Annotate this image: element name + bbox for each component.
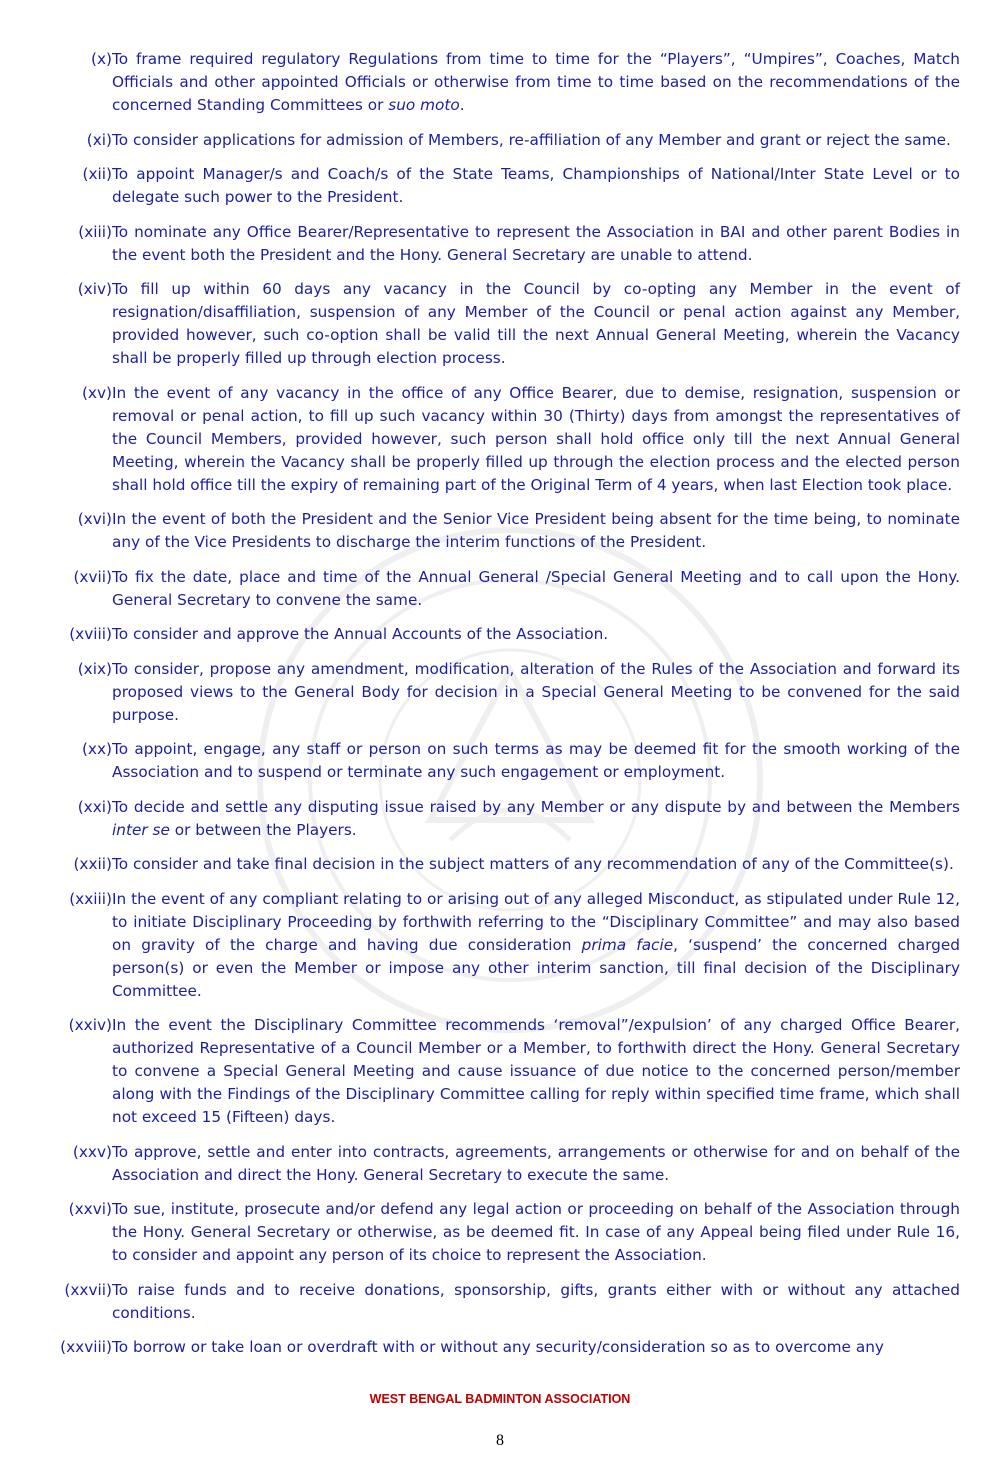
item-number: (xv) [81, 383, 112, 402]
list-item [60, 1141, 960, 1187]
item-text: To consider applications for admission of Members, re-affiliation of any Member and grant or reject the same. [112, 130, 951, 149]
item-text: To fix the date, place and time of the Annual General /Special General Meeting and to call upon the Hony. General Secretary to convene the same. [112, 567, 960, 609]
item-text: To fill up within 60 days any vacancy in the Council by co-opting any Member in the event of resignation/disaffiliation, suspension of any Member of the Council or penal action against any Member, provided however, such co-option shall be valid till the next Annual General Meeting, wherein the Vacancy shall be properly filled up through election process. [112, 280, 960, 367]
item-number: (xxvi) [68, 1200, 112, 1218]
item-text: To appoint Manager/s and Coach/s of the State Teams, Championships of National/Inter State Level or to delegate such power to the President. [112, 165, 960, 206]
item-text: To raise funds and to receive donations, sponsorship, gifts, grants either with or without any attached conditions. [112, 1280, 960, 1322]
item-text: In the event of both the President and the Senior Vice President being absent for the time being, to nominate any of the Vice Presidents to discharge the interim functions of the President. [112, 510, 960, 551]
item-text: To appoint, engage, any staff or person on such terms as may be deemed fit for the smooth working of the Association and to suspend or terminate any such engagement or employment. [112, 740, 960, 781]
list-item [60, 853, 960, 876]
item-number: (xxi) [77, 797, 112, 816]
list-item [60, 1014, 960, 1129]
item-number: (xxiv) [68, 1016, 112, 1034]
footer-association-name: WEST BENGAL BADMINTON ASSOCIATION [369, 1392, 631, 1406]
item-text: To consider and approve the Annual Accounts of the Association. [112, 625, 609, 643]
list-item [60, 1336, 960, 1359]
item-text: In the event the Disciplinary Committee recommends ‘removal”/expulsion’ of any charged Office Bearer, authorized Representative of a Council Member or a Member, to forthwith direct the Hony. General Secretary to convene a Special General Meeting and cause issuance of due notice to the concerned person/member along with the Findings of the Disciplinary Committee calling for reply within specified time frame, which shall not exceed 15 (Fifteen) days. [112, 1016, 960, 1126]
list-item [60, 129, 960, 152]
item-number: (xi) [86, 130, 112, 149]
item-number: (xxviii) [60, 1338, 112, 1356]
item-text: In the event of any compliant relating to or arising out of any alleged Misconduct, as stipulated under Rule 12, to initiate Disciplinary Proceeding by forthwith referring to the “Disciplinary Committee” and may also based on gravity of the charge and having due consideration prima facie, ‘suspend’ the concerned charged person(s) or even the Member or impose any other interim sanction, till final decision of the Disciplinary Committee. [112, 889, 960, 1000]
list-item [60, 888, 960, 1003]
item-number: (xviii) [69, 625, 112, 643]
item-number: (xix) [77, 659, 112, 678]
item-text: To consider and take final decision in the subject matters of any recommendation of any of the Committee(s). [112, 855, 954, 873]
item-number: (xvii) [73, 567, 112, 586]
list-item [60, 1198, 960, 1267]
item-number: (xxvii) [64, 1280, 112, 1299]
item-number: (xxii) [73, 855, 112, 873]
item-number: (xii) [82, 165, 112, 183]
list-item [60, 1279, 960, 1325]
item-number: (xvi) [77, 510, 112, 528]
rules-list [60, 48, 960, 1371]
item-number: (xxv) [72, 1142, 112, 1161]
item-text: To nominate any Office Bearer/Representative to represent the Association in BAI and other parent Bodies in the event both the President and the Hony. General Secretary are unable to attend. [112, 222, 960, 264]
list-item [60, 278, 960, 370]
list-item [60, 48, 960, 117]
item-text: To decide and settle any disputing issue raised by any Member or any dispute by and between the Members inter se or between the Players. [112, 797, 960, 839]
item-number: (xxiii) [69, 889, 112, 908]
item-number: (x) [91, 50, 112, 68]
list-item [60, 508, 960, 554]
item-text: To approve, settle and enter into contracts, agreements, arrangements or otherwise for and on behalf of the Association and direct the Hony. General Secretary to execute the same. [112, 1142, 960, 1184]
list-item [60, 163, 960, 209]
item-text: To frame required regulatory Regulations from time to time for the “Players”, “Umpires”, Coaches, Match Officials and other appointed Officials or otherwise from time to time based on the recommendations of the concerned Standing Committees or suo moto. [112, 50, 960, 114]
item-number: (xiv) [77, 280, 112, 298]
item-text: To borrow or take loan or overdraft with or without any security/consideration so as to overcome any [112, 1338, 884, 1356]
item-text: To consider, propose any amendment, modification, alteration of the Rules of the Association and forward its proposed views to the General Body for decision in a Special General Meeting to be convened for the said purpose. [112, 659, 960, 724]
list-item [60, 566, 960, 612]
list-item [60, 738, 960, 784]
item-number: (xiii) [78, 222, 112, 241]
page-number: 8 [496, 1432, 504, 1449]
item-text: To sue, institute, prosecute and/or defend any legal action or proceeding on behalf of the Association through the Hony. General Secretary or otherwise, as be deemed fit. In case of any Appeal being filed under Rule 16, to consider and appoint any person of its choice to represent the Association. [112, 1200, 960, 1264]
list-item [60, 796, 960, 842]
list-item [60, 623, 960, 646]
list-item [60, 658, 960, 727]
item-text: In the event of any vacancy in the office of any Office Bearer, due to demise, resignation, suspension or removal or penal action, to fill up such vacancy within 30 (Thirty) days from amongst the representatives of the Council Members, provided however, such person shall hold office only till the next Annual General Meeting, wherein the Vacancy shall be properly filled up through the election process and the elected person shall hold office till the expiry of remaining part of the Original Term of 4 years, when last Election took place. [112, 383, 960, 494]
list-item [60, 382, 960, 497]
list-item [60, 221, 960, 267]
item-number: (xx) [81, 740, 112, 758]
